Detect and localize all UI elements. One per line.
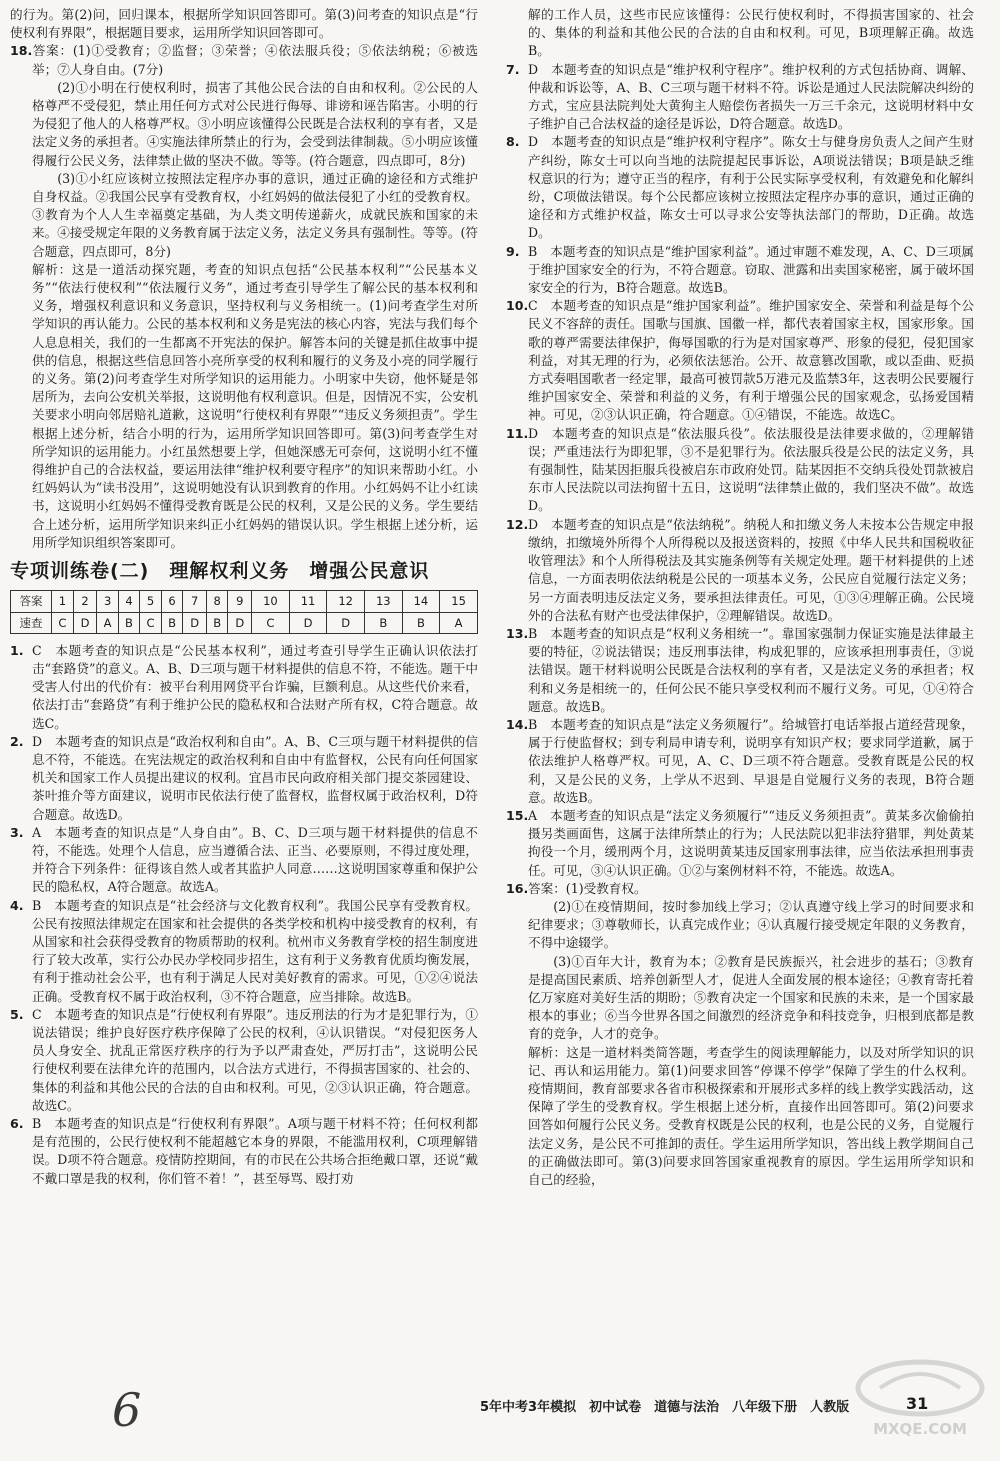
answer-number: 11 (289, 591, 327, 612)
answer-item-text: C 本题考查的知识点是“维护国家利益”。维护国家安全、荣誉和利益是每个公民义不容辞的责任。国歌与国旗、国徽一样，都代表着国家主权，国家形象。国歌的尊严需要法律保护，侮辱国歌的行为是对国家尊严、形象的侵犯，侵犯国家利益，对其无理的行为，必须依法惩治。公开、故意篡改国歌，或以歪曲、贬损方式奏唱国歌者一经定罪，最高可被罚款5万港元及监禁3年，这表明公民要履行维护国家安全、荣誉和利益的义务，有利于增强公民的国家观念，弘扬爱国精神。可见，②③认识正确，符合题意。①④错误，不能选。故选C。 (528, 298, 974, 423)
watermark-text: MXQE.COM (873, 1420, 967, 1438)
question-number: 18. (10, 43, 33, 59)
answer-letter: C (252, 612, 290, 633)
question-number: 16. (506, 880, 529, 896)
answer-item-text: C 本题考查的知识点是“公民基本权利”，通过考查引导学生正确认识依法打击“套路贷”的意义。A、B、D三项与题干材料提供的信息不符，不能选。题干中受害人付出的代价有：被平台利用网贷平台诈骗，巨额利息。从这些代价来看，依法打击“套路贷”有利于维护公民的隐私权和合法财产所有权，C符合题意。故选C。 (32, 642, 478, 731)
question-number: 7. (506, 61, 520, 77)
answer-number: 3 (97, 591, 118, 612)
answer-letter: D (289, 612, 327, 633)
answer-letter: D (73, 612, 97, 633)
right-column (506, 6, 974, 1189)
answer-item (506, 716, 974, 807)
answer-row-label: 答案 (11, 591, 52, 612)
answer-letter: D (183, 612, 207, 633)
answer-letter: C (52, 612, 74, 633)
answer-text: 答案：(1)①受教育；②监督；③荣誉；④依法服兵役；⑤依法纳税；⑥被选举；⑦人身自由。(7分) (32, 43, 478, 77)
answer-item-text: C 本题考查的知识点是“行使权利有界限”。违反刑法的行为才是犯罪行为，①说法错误；维护良好医疗秩序保障了公民的权利，④认识错误。“对侵犯医务人员人身安全、扰乱正常医疗秩序的行为予以严肃查处，严厉打击”，这说明公民行使权利要在法律允许的范围内，以合法方式进行，不得损害国家的、社会的、集体的利益和其他公民的合法的自由和权利。可见，②③认识正确，符合题意。故选C。 (32, 1006, 478, 1113)
answer-number: 12 (327, 591, 365, 612)
answer-item (10, 642, 478, 733)
answer-item-text: D 本题考查的知识点是“维护权利守程序”。陈女士与健身房负责人之间产生财产纠纷，陈女士可以向当地的法院提起民事诉讼，A项说法错误；B项是缺乏维权意识的行为；遵守正当的程序，有利于公民实际享受权利，有效避免和化解纠纷，C项做法错误。每个公民都应该树立按照法定程序办事的意识，通过正确的途径和方式维护权益，陈女士可以寻求公安等执法部门的帮助，D正确。故选D。 (528, 134, 974, 241)
question-number: 14. (506, 716, 529, 732)
answer-number: 10 (252, 591, 290, 612)
answer-item (506, 625, 974, 716)
answer-number: 7 (183, 591, 207, 612)
answer-letter: A (97, 612, 118, 633)
answer-item-text: D 本题考查的知识点是“依法服兵役”。依法服役是法律要求做的，②理解错误；严重违法行为即犯罪，③不是犯罪行为。依法服兵役是公民的法定义务，具有强制性，陆某因拒服兵役被启东市政府处罚。陆某因拒不交纳兵役处罚款被启东市人民法院以司法拘留十五日，这说明“法律禁止做的，我们坚决不做”。故选D。 (528, 425, 974, 514)
answer-letter: C (140, 612, 162, 633)
answer-row-label: 速查 (11, 612, 52, 633)
answer-letter: B (161, 612, 182, 633)
answer-item-text: A 本题考查的知识点是“法定义务须履行”“违反义务须担责”。黄某多次偷偷拍摄另类画面售，这属于法律所禁止的行为；人民法院以犯非法狩猎罪，判处黄某拘役一个月，缓刑两个月，这说明黄某违反国家刑事法律，应当依法承担刑事责任。可见，③④认识正确。①②与案例材料不符，不能选。故选A。 (528, 807, 974, 878)
answer-number: 8 (207, 591, 228, 612)
answer-item (506, 516, 974, 625)
answer-item-text: D 本题考查的知识点是“依法纳税”。纳税人和扣缴义务人未按本公告规定申报缴纳，扣缴境外所得个人所得税以及报送资料的，按照《中华人民共和国税收征收管理法》和个人所得税法及其实施条例等有关规定处理。题干材料提供的上述信息，一方面表明依法纳税是公民的一项基本义务，公民应自觉履行法定义务；另一方面表明违反法定义务，要承担法律责任。可见，①③④理解正确。公民境外的合法私有财产也受法律保护，②理解错误。故选D。 (528, 516, 974, 623)
answer-item (506, 61, 974, 134)
answer-text: 答案：(1)受教育权。 (528, 880, 647, 896)
answer-item (10, 733, 478, 824)
answer-item (506, 133, 974, 242)
answer-item (10, 1006, 478, 1115)
handwritten-mark: 6 (112, 1383, 142, 1437)
answer-number: 9 (228, 591, 252, 612)
section-title: 专项训练卷(二) 理解权利义务 增强公民意识 (10, 560, 430, 583)
answer-quick-table (10, 590, 478, 633)
answer-letter: D (228, 612, 252, 633)
answer-item-text: B 本题考查的知识点是“权利义务相统一”。靠国家强制力保证实施是法律最主要的特征，②说法错误；违反刑事法律，构成犯罪的，应该承担刑事责任，③说法错误。题干材料说明公民既是合法权利的享有者，又是法定义务的承担者；权利和义务是相统一的，任何公民不能只享受权利而不履行义务。可见，①④符合题意。故选B。 (528, 625, 974, 714)
answer-table-header-row (11, 591, 478, 612)
question-number: 3. (10, 824, 24, 840)
question-number: 1. (10, 642, 24, 658)
page-number: 31 (906, 1394, 929, 1413)
question-number: 2. (10, 733, 24, 749)
answer-number: 4 (118, 591, 139, 612)
answer-letter: B (402, 612, 440, 633)
answer-number: 13 (364, 591, 402, 612)
answer-part-2: (2)①在疫情期间，按时参加线上学习；②认真遵守线上学习的时间要求和纪律要求；③尊敬师长，认真完成作业；④认真履行接受规定年限的义务教育，不得中途辍学。 (528, 898, 974, 951)
question-18-answer (10, 42, 478, 78)
answer-item (506, 807, 974, 880)
analysis-text: 解析：这是一道活动探究题，考查的知识点包括“公民基本权利”“公民基本义务”“依法行使权利”“依法履行义务”，通过考查引导学生了解公民的基本权利和义务，增强权利意识和义务意识，坚持权利与义务相统一。(1)问考查学生对所学知识的再认能力。公民的基本权利和义务是宪法的核心内容，宪法与我们每个人息息相关，我们的一生都离不开宪法的保护。解答本问的关键是抓住故事中提供的信息，根据这些信息回答小亮所享受的权利和履行的义务及小亮的同学履行的义务。第(2)问考查学生对所学知识的运用能力。小明家中失窃，他怀疑是邻居所为，去向公安机关举报，这说明他有权利意识。但是，因情况不实，公安机关要求小明向邻居赔礼道歉，这说明“行使权利有界限”“违反义务须担责”。学生根据上述分析，结合小明的行为，运用所学知识回答即可。第(3)问考查学生对所学知识的运用能力。小红虽然想要上学，但她深感无可奈何，这说明小红不懂得维护自己的合法权益，要运用法律“维护权利要守程序”的知识来帮助小红。小红妈妈认为“读书没用”，这说明她没有认识到教育的作用。小红妈妈不让小红读书，这说明小红妈妈不懂得受教育既是公民的权利，又是公民的义务。学生要结合上述分析，运用所学知识来纠正小红妈妈的错误认识。学生根据上述分析，运用所学知识组织答案即可。 (32, 261, 478, 550)
question-number: 6. (10, 1115, 24, 1131)
answer-item (506, 425, 974, 516)
answer-number: 5 (140, 591, 162, 612)
answer-item-text: B 本题考查的知识点是“行使权利有界限”。A项与题干材料不符；任何权利都是有范围的，公民行使权利不能超越它本身的界限，不能滥用权利，C项理解错误。D项不符合题意。疫情防控期间，有的市民在公共场合拒绝戴口罩，还说“戴不戴口罩是我的权利，你们管不着！”，甚至辱骂、殴打劝 (32, 1115, 478, 1186)
answer-item (506, 297, 974, 424)
answer-item (10, 824, 478, 897)
answer-part-2: (2)①小明在行使权利时，损害了其他公民合法的自由和权利。②公民的人格尊严不受侵犯，禁止用任何方式对公民进行侮辱、诽谤和诬告陷害。小明的行为侵犯了他人的人格尊严权。③小明应该懂得公民既是合法权利的享有者，又是法定义务的承担者。④实施法律所禁止的行为，会受到法律制裁。⑤小明应该懂得履行公民义务，法律禁止做的坚决不做。等等。(符合题意，四点即可，8分) (32, 79, 478, 168)
answer-item-text: D 本题考查的知识点是“维护权利守程序”。维护权利的方式包括协商、调解、仲裁和诉讼等，A、B、C三项与题干材料不符。诉讼是通过人民法院解决纠纷的方式，宝应县法院判处大黄狗主人赔偿伤者损失一万三千余元，这说明材料中女子维护自己合法权益的途径是诉讼，D符合题意。故选D。 (528, 61, 974, 132)
question-number: 13. (506, 625, 529, 641)
answer-item (506, 243, 974, 298)
answer-item-text: B 本题考查的知识点是“法定义务须履行”。给城管打电话举报占道经营现象，属于行使监督权；到专利局申请专利，说明享有知识产权；要求同学道歉，属于依法维护人格尊严权。可见，A、C、D三项不符合题意。受教育既是公民的权利，又是公民的义务，上学从不迟到、早退是自觉履行义务的表现，B符合题意。故选B。 (528, 716, 974, 805)
answer-item-text: B 本题考查的知识点是“社会经济与文化教育权利”。我国公民享有受教育权。公民有按照法律规定在国家和社会提供的各类学校和机构中接受教育的权利，有从国家和社会获得受教育的物质帮助的权利。杭州市义务教育学校的招生制度进行了较大改革，实行公办民办学校同步招生，这有利于义务教育优质均衡发展，有利于推动社会公平，也有利于满足人民对美好教育的需求。可见，①②④说法正确。受教育权不属于政治权利，③不符合题意，应当排除。故选B。 (32, 897, 478, 1004)
answer-number: 14 (402, 591, 440, 612)
continued-paragraph: 的行为。第(2)问，回归课本，根据所学知识回答即可。第(3)问考查的知识点是“行使权利有界限”，根据题目要求，运用所学知识回答即可。 (10, 7, 478, 41)
analysis-text: 解析：这是一道材料类简答题，考查学生的阅读理解能力，以及对所学知识的识记、再认和运用能力。第(1)问要求回答“停课不停学”保障了学生的什么权利。疫情期间，教育部要求各省市积极探索和开展形式多样的线上教学实践活动，这保障了学生的受教育权。学生根据上述分析，直接作出回答即可。第(2)问要求回答如何履行公民义务。受教育权既是公民的权利，也是公民的义务，自觉履行法定义务，是公民不可推卸的责任。学生运用所学知识，答出线上教学期间自己的正确做法即可。第(3)问要求回答国家重视教育的原因。学生运用所学知识和自己的经验， (528, 1044, 974, 1187)
answer-item (10, 1115, 478, 1188)
question-number: 8. (506, 134, 520, 150)
answer-number: 6 (161, 591, 182, 612)
continued-paragraph: 解的工作人员，这些市民应该懂得：公民行使权利时，不得损害国家的、社会的、集体的利益和其他公民的合法的自由和权利。可见，B项理解正确。故选B。 (528, 7, 974, 59)
question-number: 12. (506, 516, 529, 532)
answer-item-text: A 本题考查的知识点是“人身自由”。B、C、D三项与题干材料提供的信息不符，不能选。处理个人信息，应当遵循合法、正当、必要原则，不得过度处理，并符合下列条件：征得该自然人或者其监护人同意……这说明国家尊重和保护公民的隐私权，A符合题意。故选A。 (32, 824, 478, 895)
watermark-icon (850, 1350, 990, 1420)
answer-letter: B (364, 612, 402, 633)
answer-number: 2 (73, 591, 97, 612)
answer-letter: B (207, 612, 228, 633)
answer-letter: B (118, 612, 139, 633)
question-number: 11. (506, 425, 529, 441)
answer-part-3: (3)①百年大计，教育为本；②教育是民族振兴，社会进步的基石；③教育是提高国民素质、培养创新型人才，促进人全面发展的根本途径；④教育寄托着亿万家庭对美好生活的期盼；⑤教育决定一个国家和民族的未来，是一个国家最根本的事业；⑥当今世界各国之间激烈的经济竞争和科技竞争，归根到底都是教育的竞争，人才的竞争。 (528, 953, 974, 1042)
question-number: 15. (506, 807, 529, 823)
answer-item-text: D 本题考查的知识点是“政治权利和自由”。A、B、C三项与题干材料提供的信息不符，不能选。在宪法规定的政治权利和自由中有监督权，公民有向任何国家机关和国家工作人员提出建议的权利。宜昌市民向政府相关部门提交茶园建设、茶叶推介等方面建议，说明市民依法行使了监督权，监督权属于政治权利，D符合题意。故选D。 (32, 733, 478, 822)
watermark-logo (850, 1350, 990, 1458)
answer-table-letter-row (11, 612, 478, 633)
page-footer: 5年中考3年模拟 初中试卷 道德与法治 八年级下册 人教版 (480, 1400, 850, 1415)
left-column (10, 6, 478, 1188)
question-16-answer (506, 880, 974, 898)
question-number: 10. (506, 298, 529, 314)
answer-part-3: (3)①小红应该树立按照法定程序办事的意识，通过正确的途径和方式维护自身权益。②我国公民享有受教育权，小红妈妈的做法侵犯了小红的受教育权。③教育为个人人生幸福奠定基础，为人类文明传递薪火，成就民族和国家的未来。④接受规定年限的义务教育属于法定义务，法定义务具有强制性。等等。(符合题意，四点即可，8分) (32, 170, 478, 259)
answer-item-text: B 本题考查的知识点是“维护国家利益”。通过审题不难发现，A、C、D三项属于维护国家安全的行为，不符合题意。窃取、泄露和出卖国家秘密，属于破坏国家安全的行为，B符合题意。故选B。 (528, 243, 974, 296)
answer-letter: D (327, 612, 365, 633)
question-number: 5. (10, 1006, 24, 1022)
answer-item (10, 897, 478, 1006)
answer-number: 15 (440, 591, 478, 612)
question-number: 4. (10, 897, 24, 913)
question-number: 9. (506, 243, 520, 259)
answer-number: 1 (52, 591, 74, 612)
answer-letter: A (440, 612, 478, 633)
